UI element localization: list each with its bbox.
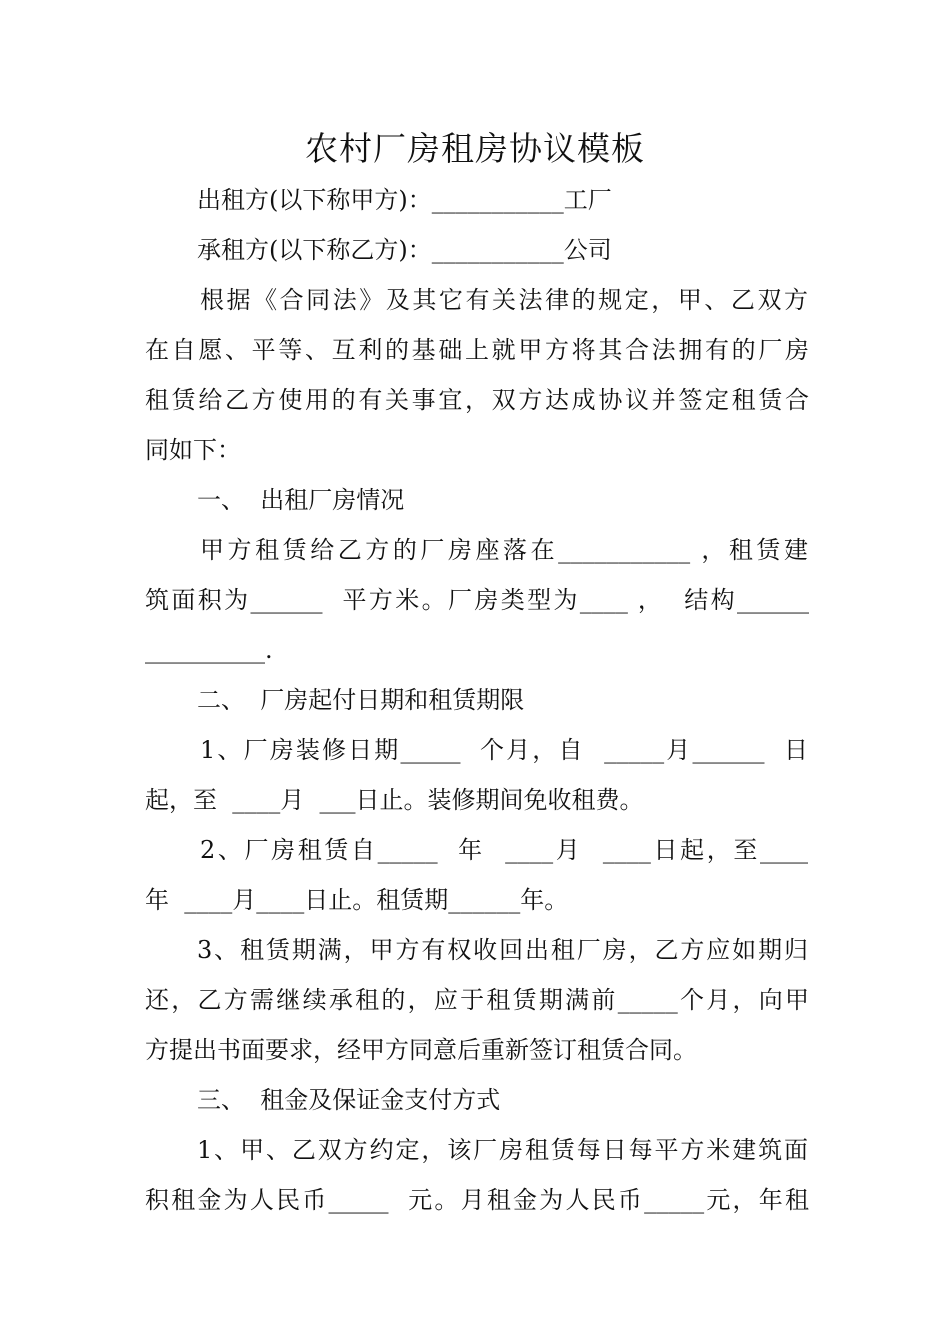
paragraph-line: 年 ____月____日止。租赁期______年。 xyxy=(145,886,569,914)
paragraph-line: 起，至 ____月 ___日止。装修期间免收租费。 xyxy=(145,786,644,814)
paragraph-line: 3、租赁期满，甲方有权收回出租厂房，乙方应如期归 xyxy=(197,936,808,964)
section-heading-2: 二、 厂房起付日期和租赁期限 xyxy=(197,686,525,714)
lessee-line: 承租方(以下称乙方)：___________公司 xyxy=(197,236,612,264)
paragraph-line: 积租金为人民币_____ 元。月租金为人民币_____元，年租 xyxy=(145,1186,809,1214)
paragraph-line: 同如下： xyxy=(145,436,241,464)
paragraph-line: 筑面积为______ 平方米。厂房类型为____ ， 结构______ xyxy=(145,586,809,614)
paragraph-line: 1、甲、乙双方约定，该厂房租赁每日每平方米建筑面 xyxy=(197,1136,808,1164)
section-heading-1: 一、 出租厂房情况 xyxy=(197,486,405,514)
paragraph-line: 1、厂房装修日期_____ 个月，自 _____月______ 日 xyxy=(200,736,808,764)
lessor-line: 出租方(以下称甲方)：___________工厂 xyxy=(197,186,612,214)
paragraph-line: 租赁给乙方使用的有关事宜，双方达成协议并签定租赁合 xyxy=(145,386,809,414)
paragraph-line: 根据《合同法》及其它有关法律的规定，甲、乙双方 xyxy=(200,286,808,314)
paragraph-line: 2、厂房租赁自_____ 年 ____月 ____日起，至____ xyxy=(200,836,808,864)
paragraph-line: __________. xyxy=(145,636,273,664)
document-title: 农村厂房租房协议模板 xyxy=(305,129,645,168)
paragraph-line: 甲方租赁给乙方的厂房座落在___________ ，租赁建 xyxy=(200,536,808,564)
paragraph-line: 方提出书面要求，经甲方同意后重新签订租赁合同。 xyxy=(145,1036,697,1064)
paragraph-line: 还，乙方需继续承租的，应于租赁期满前_____个月，向甲 xyxy=(145,986,809,1014)
section-heading-3: 三、 租金及保证金支付方式 xyxy=(197,1086,501,1114)
paragraph-line: 在自愿、平等、互利的基础上就甲方将其合法拥有的厂房 xyxy=(145,336,809,364)
